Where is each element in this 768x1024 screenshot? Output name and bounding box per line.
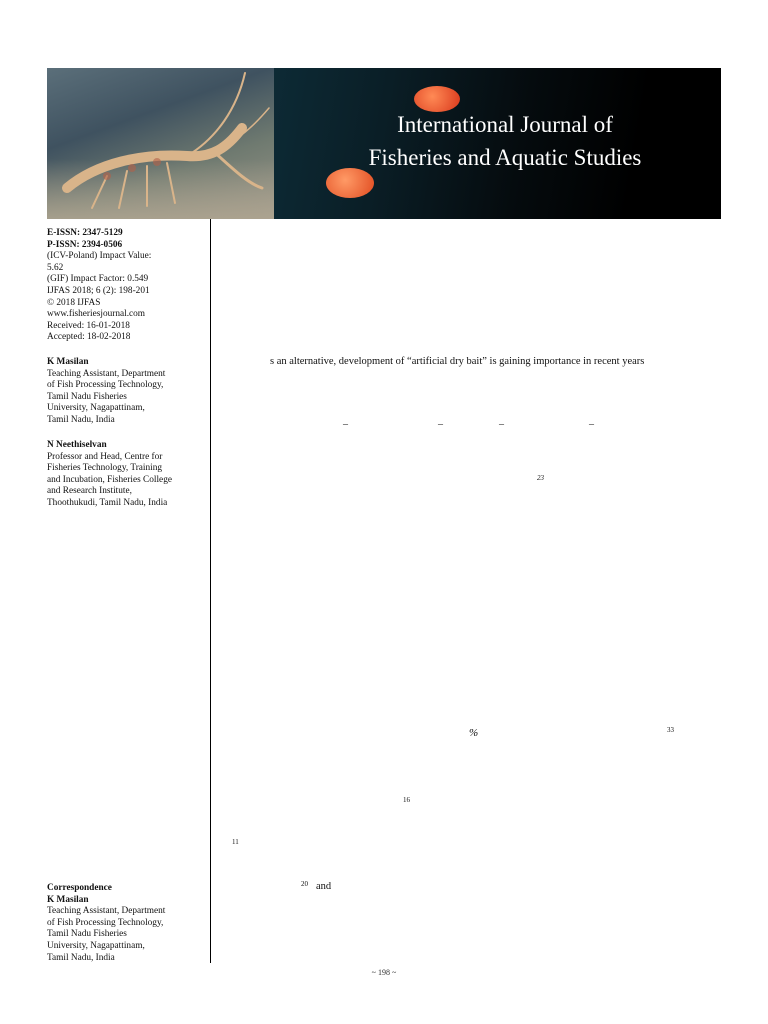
lobster-icon — [47, 68, 274, 219]
body-word: and — [316, 881, 332, 892]
citation: IJFAS 2018; 6 (2): 198-201 — [47, 285, 150, 296]
copyright: © 2018 IJFAS — [47, 297, 101, 308]
reference-marker: 11 — [232, 838, 239, 846]
journal-title-line1: International Journal of — [397, 112, 613, 137]
column-divider — [210, 219, 211, 963]
correspondence-affiliation-line: Tamil Nadu Fisheries — [47, 929, 127, 940]
journal-title-line2: Fisheries and Aquatic Studies — [368, 145, 642, 170]
body-dash: – — [499, 419, 504, 430]
correspondence-label: Correspondence — [47, 883, 112, 893]
author-affiliation-line: Professor and Head, Centre for — [47, 451, 163, 462]
author-affiliation-line: and Research Institute, — [47, 486, 132, 497]
author-affiliation-line: Tamil Nadu, India — [47, 414, 115, 425]
reference-marker: 20 — [301, 880, 308, 888]
correspondence-affiliation-line: Teaching Assistant, Department — [47, 906, 166, 917]
correspondence-affiliation-line: University, Nagapattinam, — [47, 940, 145, 951]
journal-banner — [47, 68, 721, 219]
website: www.fisheriesjournal.com — [47, 309, 146, 320]
reference-marker: 33 — [667, 726, 674, 734]
author-name: K Masilan — [47, 357, 89, 367]
correspondence-affiliation-line: Tamil Nadu, India — [47, 952, 115, 963]
body-dash: – — [438, 419, 443, 430]
author-1 — [47, 357, 207, 427]
author-2 — [47, 440, 207, 510]
body-dash: – — [589, 419, 594, 430]
author-affiliation-line: and Incubation, Fisheries College — [47, 474, 172, 485]
author-name: N Neethiselvan — [47, 440, 107, 450]
author-affiliation-line: of Fish Processing Technology, — [47, 380, 164, 391]
body-dash: – — [343, 419, 348, 430]
percent-symbol: % — [469, 727, 479, 739]
correspondence-name: K Masilan — [47, 894, 89, 905]
received-date: Received: 16-01-2018 — [47, 320, 130, 331]
gif-impact: (GIF) Impact Factor: 0.549 — [47, 274, 149, 285]
author-affiliation-line: Thoothukudi, Tamil Nadu, India — [47, 497, 168, 508]
body-sentence: s an alternative, development of “artificial dry bait” is gaining importance in recent years — [270, 356, 645, 367]
icv-value: 5.62 — [47, 262, 64, 273]
journal-title — [305, 108, 705, 174]
reference-marker: 16 — [403, 796, 410, 804]
author-affiliation-line: Tamil Nadu Fisheries — [47, 391, 127, 402]
reference-marker: 23 — [537, 474, 544, 482]
author-affiliation-line: Fisheries Technology, Training — [47, 463, 163, 474]
accepted-date: Accepted: 18-02-2018 — [47, 332, 131, 343]
publication-meta — [47, 228, 207, 344]
lobster-photo — [47, 68, 274, 219]
author-affiliation-line: University, Nagapattinam, — [47, 403, 145, 414]
correspondence-affiliation-line: of Fish Processing Technology, — [47, 917, 164, 928]
correspondence — [47, 883, 207, 964]
p-issn: P-ISSN: 2394-0506 — [47, 239, 123, 250]
icv-label: (ICV-Poland) Impact Value: — [47, 251, 152, 262]
page-number: ~ 198 ~ — [371, 968, 397, 977]
author-affiliation-line: Teaching Assistant, Department — [47, 368, 166, 379]
e-issn: E-ISSN: 2347-5129 — [47, 228, 123, 238]
